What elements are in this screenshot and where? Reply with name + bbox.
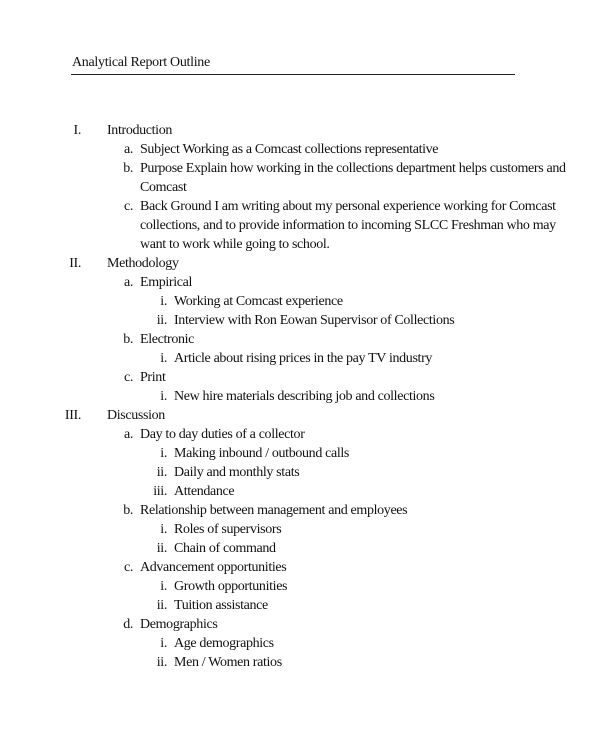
subitem-numeral: i. [160,636,167,651]
subitem-label: Chain of command [174,541,276,556]
section-number: II. [69,256,81,271]
subitem-numeral: ii. [156,465,167,480]
section-label: Introduction [107,123,173,138]
item-letter: a. [123,275,133,290]
item-letter: c. [123,560,133,575]
subitem-label: Attendance [174,484,235,499]
subitem-label: Age demographics [174,636,274,651]
item-letter: c. [123,199,133,214]
item-letter: c. [123,370,133,385]
subitem-numeral: ii. [156,655,167,670]
item-label: Demographics [140,617,218,632]
item-label: Relationship between management and employees [140,503,408,518]
subitem-numeral: ii. [156,598,167,613]
subitem-label: Article about rising prices in the pay TV industry [174,351,433,366]
item-label: Back Ground I am writing about my personal experience working for Comcast [140,199,556,214]
subitem-numeral: i. [160,389,167,404]
subitem-numeral: i. [160,579,167,594]
subitem-label: New hire materials describing job and collections [174,389,435,404]
subitem-label: Working at Comcast experience [174,294,343,309]
subitem-label: Making inbound / outbound calls [174,446,350,461]
item-label: Empirical [140,275,193,290]
section-label: Discussion [107,408,165,423]
item-letter: a. [123,142,133,157]
subitem-numeral: ii. [156,313,167,328]
item-letter: d. [123,617,133,632]
item-continuation: Comcast [140,180,187,195]
item-label: Day to day duties of a collector [140,427,305,442]
title-underline [71,74,515,75]
document-title: Analytical Report Outline [72,55,210,70]
item-letter: b. [123,503,133,518]
item-label: Subject Working as a Comcast collections representative [140,142,439,157]
subitem-numeral: ii. [156,541,167,556]
subitem-label: Interview with Ron Eowan Supervisor of Collections [174,313,455,328]
section-number: I. [73,123,81,138]
subitem-label: Tuition assistance [174,598,268,613]
item-continuation: collections, and to provide information to incoming SLCC Freshman who may [140,218,556,233]
subitem-numeral: i. [160,294,167,309]
item-letter: b. [123,332,133,347]
item-label: Advancement opportunities [140,560,287,575]
section-label: Methodology [107,256,179,271]
subitem-label: Growth opportunities [174,579,288,594]
item-letter: b. [123,161,133,176]
item-label: Print [140,370,166,385]
section-number: III. [64,408,81,423]
item-label: Purpose Explain how working in the collections department helps customers and [140,161,566,176]
subitem-label: Men / Women ratios [174,655,282,670]
subitem-numeral: i. [160,522,167,537]
subitem-numeral: iii. [153,484,167,499]
subitem-numeral: i. [160,446,167,461]
subitem-numeral: i. [160,351,167,366]
subitem-label: Roles of supervisors [174,522,282,537]
item-label: Electronic [140,332,195,347]
item-continuation: want to work while going to school. [140,237,330,252]
item-letter: a. [123,427,133,442]
subitem-label: Daily and monthly stats [174,465,300,480]
